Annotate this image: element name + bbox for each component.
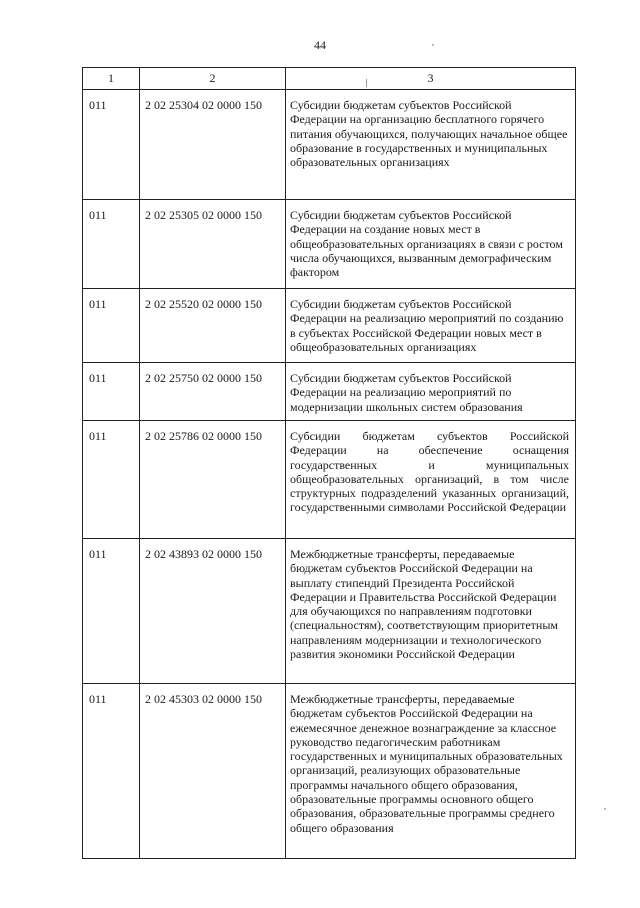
admin-code-cell: 011 (83, 684, 140, 859)
budget-code-cell: 2 02 45303 02 0000 150 (140, 684, 286, 859)
column-header-2: 2 (140, 68, 286, 90)
budget-code-cell: 2 02 25786 02 0000 150 (140, 421, 286, 539)
table-row (83, 200, 576, 289)
table-header-row (83, 68, 576, 90)
description-cell: Субсидии бюджетам субъектов Российской Федерации на реализацию мероприятий по созданию в субъектах Российской Федерации новых мест в общеобразовательных организациях (286, 289, 576, 363)
scan-speck (432, 44, 434, 46)
admin-code-cell: 011 (83, 421, 140, 539)
page-number: 44 (314, 38, 326, 52)
description-cell: Субсидии бюджетам субъектов Российской Федерации на создание новых мест в общеобразовательных организациях в связи с ростом числа обучающихся, вызванным демографическим фактором (286, 200, 576, 289)
description-cell: Межбюджетные трансферты, передаваемые бюджетам субъектов Российской Федерации на выплату стипендий Президента Российской Федерации и Правительства Российской Федерации для обучающихся по направлениям подготовки (специальностям), соответствующим приоритетным направлениям модернизации и технологического развития экономики Российской Федерации (286, 539, 576, 684)
table-row (83, 539, 576, 684)
table-row (83, 421, 576, 539)
column-header-1: 1 (83, 68, 140, 90)
budget-code-cell: 2 02 25520 02 0000 150 (140, 289, 286, 363)
admin-code-cell: 011 (83, 289, 140, 363)
admin-code-cell: 011 (83, 200, 140, 289)
table-row (83, 363, 576, 421)
budget-code-cell: 2 02 25304 02 0000 150 (140, 90, 286, 200)
description-cell: Субсидии бюджетам субъектов Российской Федерации на обеспечение оснащения государственных и муниципальных общеобразовательных организаций, в том числе структурных подразделений указанных организаций, государственными символами Российской Федерации (286, 421, 576, 539)
column-header-3: 3 (286, 68, 576, 90)
scan-speck (604, 808, 606, 810)
budget-code-cell: 2 02 43893 02 0000 150 (140, 539, 286, 684)
budget-code-cell: 2 02 25750 02 0000 150 (140, 363, 286, 421)
description-cell: Субсидии бюджетам субъектов Российской Федерации на организацию бесплатного горячего питания обучающихся, получающих начальное общее образование в государственных и муниципальных образовательных организациях (286, 90, 576, 200)
admin-code-cell: 011 (83, 90, 140, 200)
description-cell: Межбюджетные трансферты, передаваемые бюджетам субъектов Российской Федерации на ежемесячное денежное вознаграждение за классное руководство педагогическим работникам государственных и муниципальных образовательных организаций, реализующих образовательные программы начального общего образования, образовательные программы основного общего образования, образовательные программы среднего общего образования (286, 684, 576, 859)
table-row (83, 90, 576, 200)
table-row (83, 289, 576, 363)
budget-codes-table (82, 67, 576, 859)
budget-code-cell: 2 02 25305 02 0000 150 (140, 200, 286, 289)
admin-code-cell: 011 (83, 539, 140, 684)
table-row (83, 684, 576, 859)
description-cell: Субсидии бюджетам субъектов Российской Федерации на реализацию мероприятий по модернизации школьных систем образования (286, 363, 576, 421)
admin-code-cell: 011 (83, 363, 140, 421)
